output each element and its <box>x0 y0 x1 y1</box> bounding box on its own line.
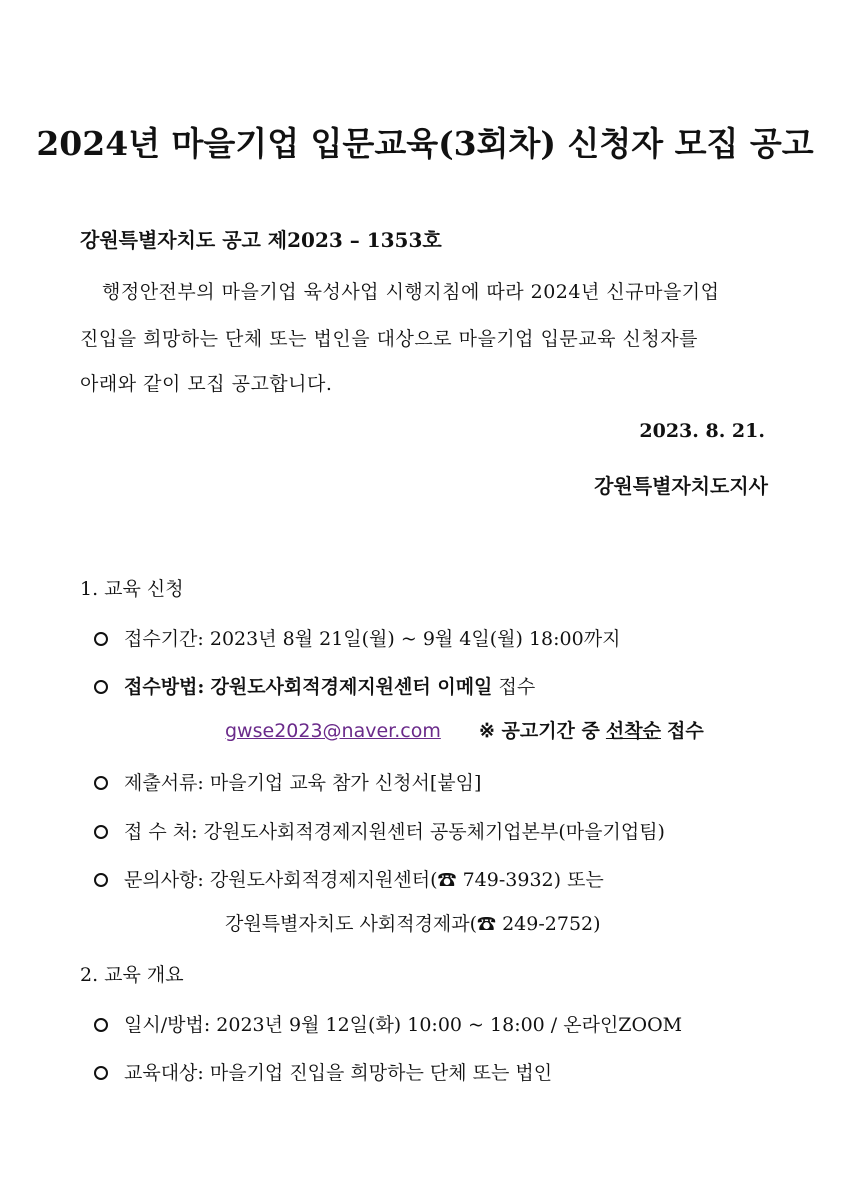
place-label: 접 수 처: <box>124 821 198 843</box>
circle-bullet-icon <box>94 632 108 646</box>
target-item <box>94 1058 552 1085</box>
note-suffix: 접수 <box>667 720 704 742</box>
notice-number: 강원특별자치도 공고 제2023 – 1353호 <box>80 228 442 252</box>
place-value: 강원도사회적경제지원센터 공동체기업본부(마을기업팀) <box>203 821 665 843</box>
circle-bullet-icon <box>94 873 108 887</box>
email-line <box>225 716 704 743</box>
issuer: 강원특별자치도지사 <box>594 474 768 498</box>
docs-item <box>94 768 481 795</box>
note-prefix: ※ 공고기간 중 <box>478 720 600 742</box>
circle-bullet-icon <box>94 1066 108 1080</box>
method-label: 접수방법: <box>124 676 205 698</box>
inquiry-value-1: 강원도사회적경제지원센터(☎ 749-3932) 또는 <box>209 869 604 891</box>
intro-line-3: 아래와 같이 모집 공고합니다. <box>80 373 333 395</box>
method-item <box>94 672 535 699</box>
page-title: 2024년 마을기업 입문교육(3회차) 신청자 모집 공고 <box>36 124 814 163</box>
inquiry-item <box>94 865 604 892</box>
circle-bullet-icon <box>94 1018 108 1032</box>
notice-date: 2023. 8. 21. <box>639 420 765 442</box>
note-underlined: 선착순 <box>605 720 661 742</box>
circle-bullet-icon <box>94 825 108 839</box>
circle-bullet-icon <box>94 776 108 790</box>
intro-line-2: 진입을 희망하는 단체 또는 법인을 대상으로 마을기업 입문교육 신청자를 <box>80 328 698 350</box>
period-value: 2023년 8월 21일(월) ~ 9월 4일(월) 18:00까지 <box>209 628 621 650</box>
inquiry-label: 문의사항: <box>124 869 204 891</box>
section-2-heading: 2. 교육 개요 <box>80 964 184 986</box>
when-value: 2023년 9월 12일(화) 10:00 ~ 18:00 / 온라인ZOOM <box>216 1014 683 1036</box>
intro-line-1: 행정안전부의 마을기업 육성사업 시행지침에 따라 2024년 신규마을기업 <box>102 281 720 303</box>
docs-value: 마을기업 교육 참가 신청서[붙임] <box>209 772 482 794</box>
email-link[interactable]: gwse2023@naver.com <box>225 720 441 742</box>
when-label: 일시/방법: <box>124 1014 211 1036</box>
section-1-heading: 1. 교육 신청 <box>80 578 184 600</box>
method-value-rest: 접수 <box>498 676 536 698</box>
method-value: 강원도사회적경제지원센터 이메일 <box>210 676 493 698</box>
target-value: 마을기업 진입을 희망하는 단체 또는 법인 <box>209 1062 553 1084</box>
period-item <box>94 624 620 651</box>
period-label: 접수기간: <box>124 628 204 650</box>
docs-label: 제출서류: <box>124 772 204 794</box>
target-label: 교육대상: <box>124 1062 204 1084</box>
inquiry-value-2: 강원특별자치도 사회적경제과(☎ 249-2752) <box>225 913 601 935</box>
circle-bullet-icon <box>94 680 108 694</box>
when-item <box>94 1010 682 1037</box>
place-item <box>94 817 665 844</box>
